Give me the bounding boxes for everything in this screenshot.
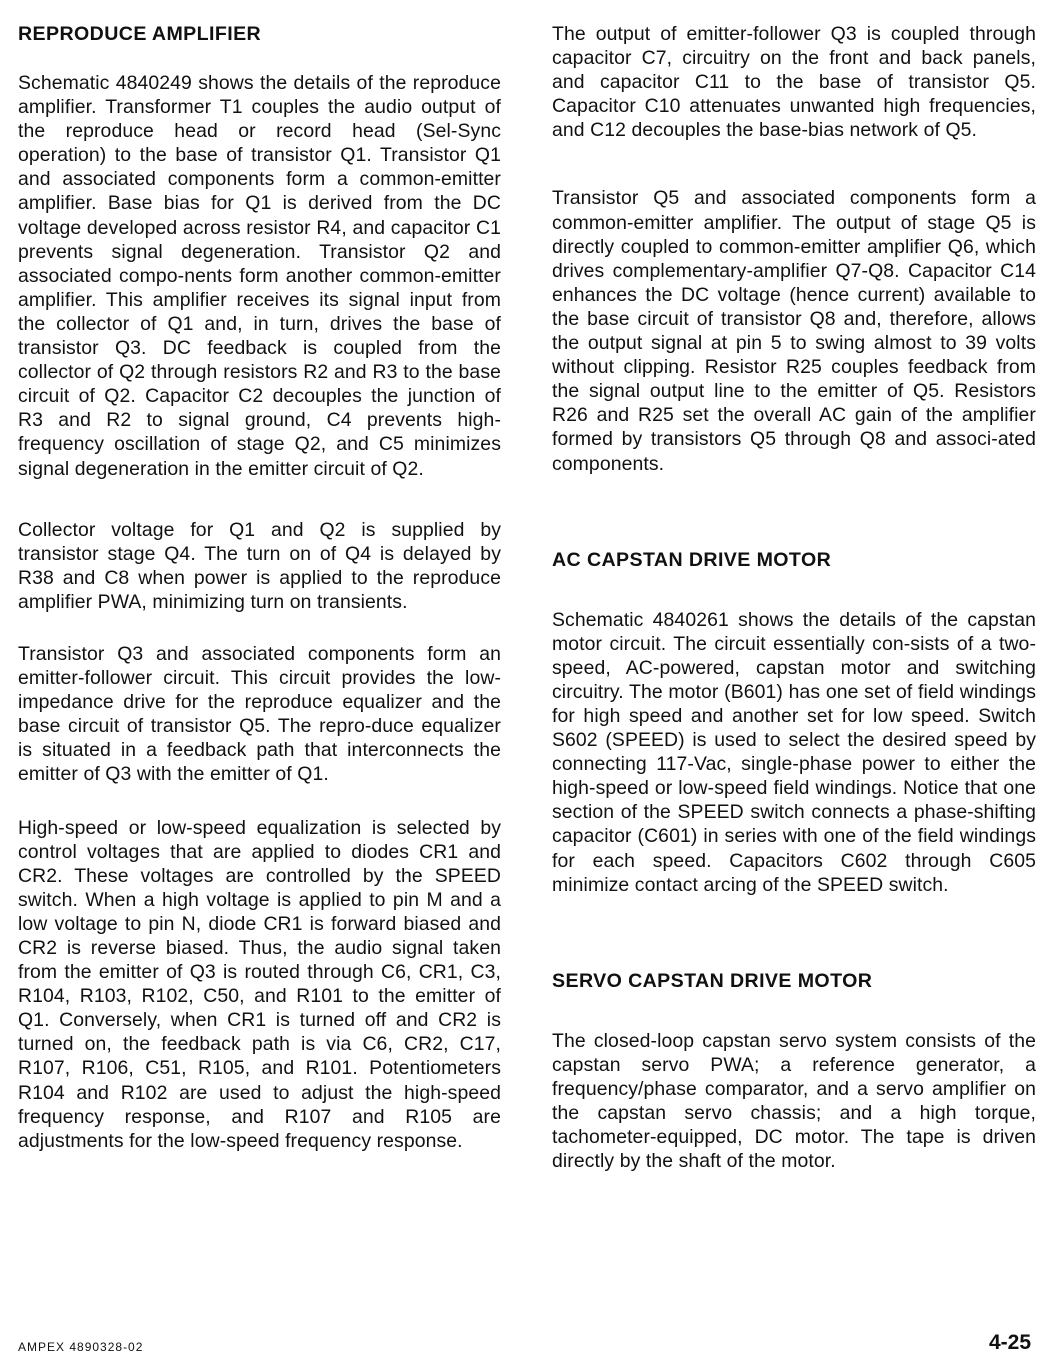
paragraph: High-speed or low-speed equalization is selected by control voltages that are applied to diodes CR1 and CR2. These voltages are controlled by the SPEED switch. When a high voltage is applied to pin M and a low voltage to pin N, diode CR1 is forward biased and CR2 is reverse biased. Thus, the audio signal taken from the emitter of Q3 is routed through C6, CR1, C3, R104, R103, R102, C50, and R101 to the emitter of Q1. Conversely, when CR1 is turned off and CR2 is turned on, the feedback path is via C6, CR2, C17, R107, R106, C51, R105, and R101. Potentiometers R104 and R102 are used to adjust the high-speed frequency response, and R107 and R105 are adjustments for the low-speed frequency response. [18,816,501,1152]
servo-heading-wrapper [552,969,1036,993]
left-column [18,22,501,1153]
paragraph: Schematic 4840249 shows the details of the reproduce amplifier. Transformer T1 couples the audio output of the reproduce head or record head (Sel-Sync operation) to the base of transistor Q1. Transistor Q1 and associated components form a common-emitter amplifier. Base bias for Q1 is derived from the DC voltage developed across resistor R4, and capacitor C1 prevents signal degeneration. Transistor Q2 and associated compo-nents form another common-emitter amplifier. This amplifier receives its signal input from the collector of Q1 and, in turn, drives the base of transistor Q3. DC feedback is coupled from the collector of Q2 through resistors R2 and R3 to the base circuit of Q2. Capacitor C2 decouples the junction of R3 and R2 to signal ground, C4 prevents high-frequency oscillation of stage Q2, and C5 minimizes signal degeneration in the emitter circuit of Q2. [18,72,501,480]
paragraph: Transistor Q5 and associated components form a common-emitter amplifier. The output of stage Q5 is directly coupled to common-emitter amplifier Q6, which drives complementary-amplifier Q7-Q8. Capacitor C14 enhances the DC voltage (hence current) available to the base circuit of transistor Q8 and, therefore, allows the output signal at pin 5 to swing almost to 39 volts without clipping. Resistor R25 couples feedback from the signal output line to the emitter of Q5. Resistors R26 and R25 set the overall AC gain of the amplifier formed by transistors Q5 through Q8 and associ-ated components. [552,187,1036,475]
reproduce-amplifier-heading: REPRODUCE AMPLIFIER [18,23,262,45]
paragraph: Schematic 4840261 shows the details of the capstan motor circuit. The circuit essentially con-sists of a two-speed, AC-powered, capstan motor and switching circuitry. The motor (B601) has one set of field windings for high speed and another set for low speed. Switch S602 (SPEED) is used to select the desired speed by connecting 117-Vac, single-phase power to either the high-speed or low-speed field windings. Notice that one section of the SPEED switch connects a phase-shifting capacitor (C601) in series with one of the field windings for each speed. Capacitors C602 through C605 minimize contact arcing of the SPEED switch. [552,608,1036,896]
servo-capstan-drive-motor-heading: SERVO CAPSTAN DRIVE MOTOR [552,969,873,992]
paragraph: The closed-loop capstan servo system consists of the capstan servo PWA; a reference generator, a frequency/phase comparator, and a servo amplifier on the capstan servo chassis; and a high torque, tachometer-equipped, DC motor. The tape is driven directly by the shaft of the motor. [552,1029,1036,1173]
document-number: AMPEX 4890328-02 [18,1340,144,1354]
paragraph: Transistor Q3 and associated components form an emitter-follower circuit. This circuit provides the low-impedance drive for the reproduce equalizer and the base circuit of transistor Q5. The repro-duce equalizer is situated in a feedback path that interconnects the emitter of Q3 with the emitter of Q1. [18,642,501,786]
page-number: 4-25 [988,1331,1031,1354]
ac-capstan-drive-motor-heading: AC CAPSTAN DRIVE MOTOR [552,548,832,571]
paragraph: The output of emitter-follower Q3 is coupled through capacitor C7, circuitry on the front and back panels, and capacitor C11 to the base of transistor Q5. Capacitor C10 attenuates unwanted high frequencies, and C12 decouples the base-bias network of Q5. [552,23,1036,142]
paragraph: Collector voltage for Q1 and Q2 is supplied by transistor stage Q4. The turn on of Q4 is delayed by R38 and C8 when power is applied to the reproduce amplifier PWA, minimizing turn on transients. [18,518,501,613]
right-column [552,22,1036,1173]
